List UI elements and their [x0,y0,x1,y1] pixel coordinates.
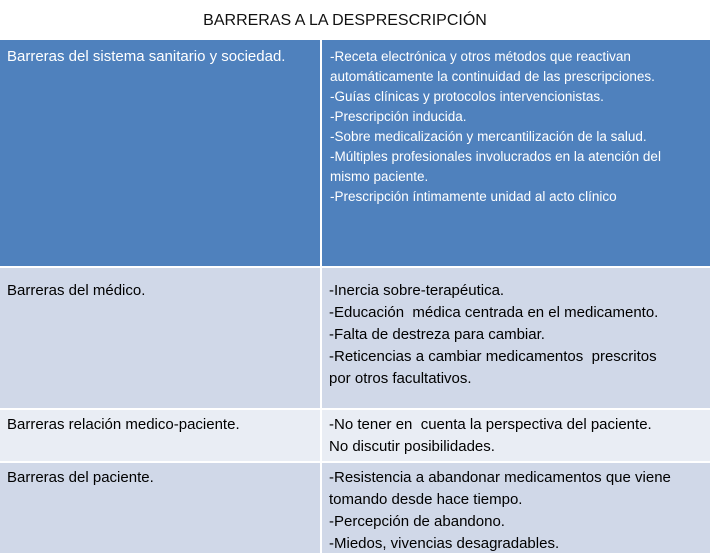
description-line: -Reticencias a cambiar medicamentos prescritos [329,348,657,365]
description-line: -Resistencia a abandonar medicamentos que viene [329,469,671,486]
description-line: -Educación médica centrada en el medicamento. [329,304,659,321]
table-row [0,268,710,410]
description-line: mismo paciente. [330,169,429,184]
row-label: Barreras del paciente. [0,463,322,553]
description-line: -Guías clínicas y protocolos intervencionistas. [330,89,604,104]
description-line: -Receta electrónica y otros métodos que reactivan [330,49,631,64]
description-line: -Prescripción íntimamente unidad al acto clínico [330,189,617,204]
row-label: Barreras relación medico-paciente. [0,410,322,461]
row-label: Barreras del sistema sanitario y sociedad. [0,40,322,266]
description-line: -Falta de destreza para cambiar. [329,326,545,343]
row-label: Barreras del médico. [0,268,322,408]
row-description [322,410,710,461]
page-title: BARRERAS A LA DESPRESCRIPCIÓN [203,12,487,29]
description-line: -Sobre medicalización y mercantilización de la salud. [330,129,647,144]
description-line: automáticamente la continuidad de las prescripciones. [330,69,655,84]
description-line: -Percepción de abandono. [329,513,505,530]
description-line: -Prescripción inducida. [330,109,467,124]
description-line: por otros facultativos. [329,370,472,387]
row-description [322,40,710,266]
table-header-row [0,40,710,268]
row-description [322,268,710,408]
description-line: -Inercia sobre-terapéutica. [329,282,505,299]
description-line: -No tener en cuenta la perspectiva del paciente. [329,416,652,433]
description-line: No discutir posibilidades. [329,438,495,455]
table-row [0,463,710,555]
description-line: -Múltiples profesionales involucrados en la atención del [330,149,661,164]
barriers-table [0,40,710,555]
table-row [0,410,710,463]
description-line: -Miedos, vivencias desagradables. [329,535,560,552]
description-line: tomando desde hace tiempo. [329,491,523,508]
